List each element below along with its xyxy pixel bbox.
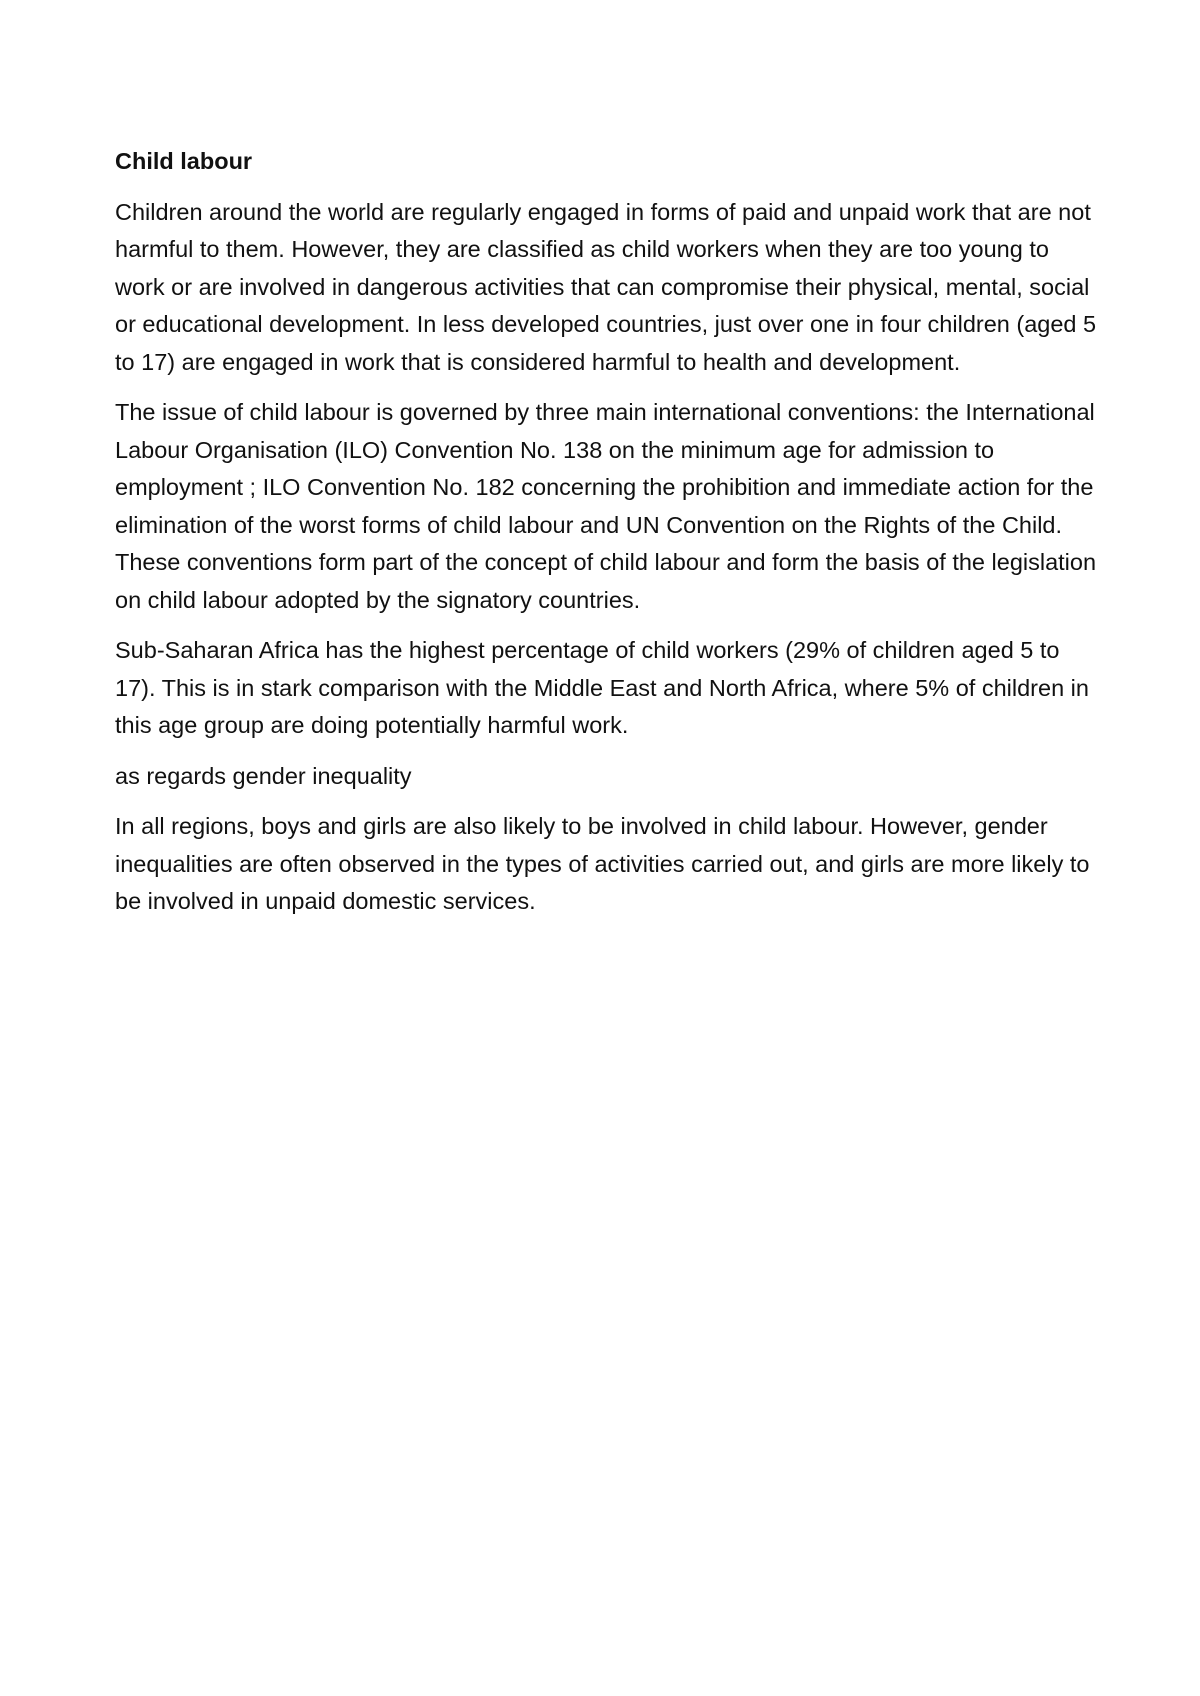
document-title: Child labour [115,148,253,174]
paragraph-conventions: The issue of child labour is governed by three main international conventions: the International Labour Organisation (ILO) Convention No. 138 on the minimum age for admission to employment ; ILO Convention No. 182 concerning the prohibition and immediate action for the elimination of the worst forms of child labour and UN Convention on the Rights of the Child. These conventions form part of the concept of child labour and form the basis of the legislation on child labour adopted by the signatory countries. [115,399,1097,613]
paragraph-gender: In all regions, boys and girls are also likely to be involved in child labour. However, gender inequalities are often observed in the types of activities carried out, and girls are more likely to be involved in unpaid domestic services. [115,813,1090,914]
paragraph-regions: Sub-Saharan Africa has the highest percentage of child workers (29% of children aged 5 to 17). This is in stark comparison with the Middle East and North Africa, where 5% of children in this age group are doing potentially harmful work. [115,637,1089,738]
document-body [115,143,1100,934]
paragraph-intro: Children around the world are regularly engaged in forms of paid and unpaid work that are not harmful to them. However, they are classified as child workers when they are too young to work or are involved in dangerous activities that can compromise their physical, mental, social or educational development. In less developed countries, just over one in four children (aged 5 to 17) are engaged in work that is considered harmful to health and development. [115,198,1097,375]
paragraph-gender-heading: as regards gender inequality [115,762,412,789]
